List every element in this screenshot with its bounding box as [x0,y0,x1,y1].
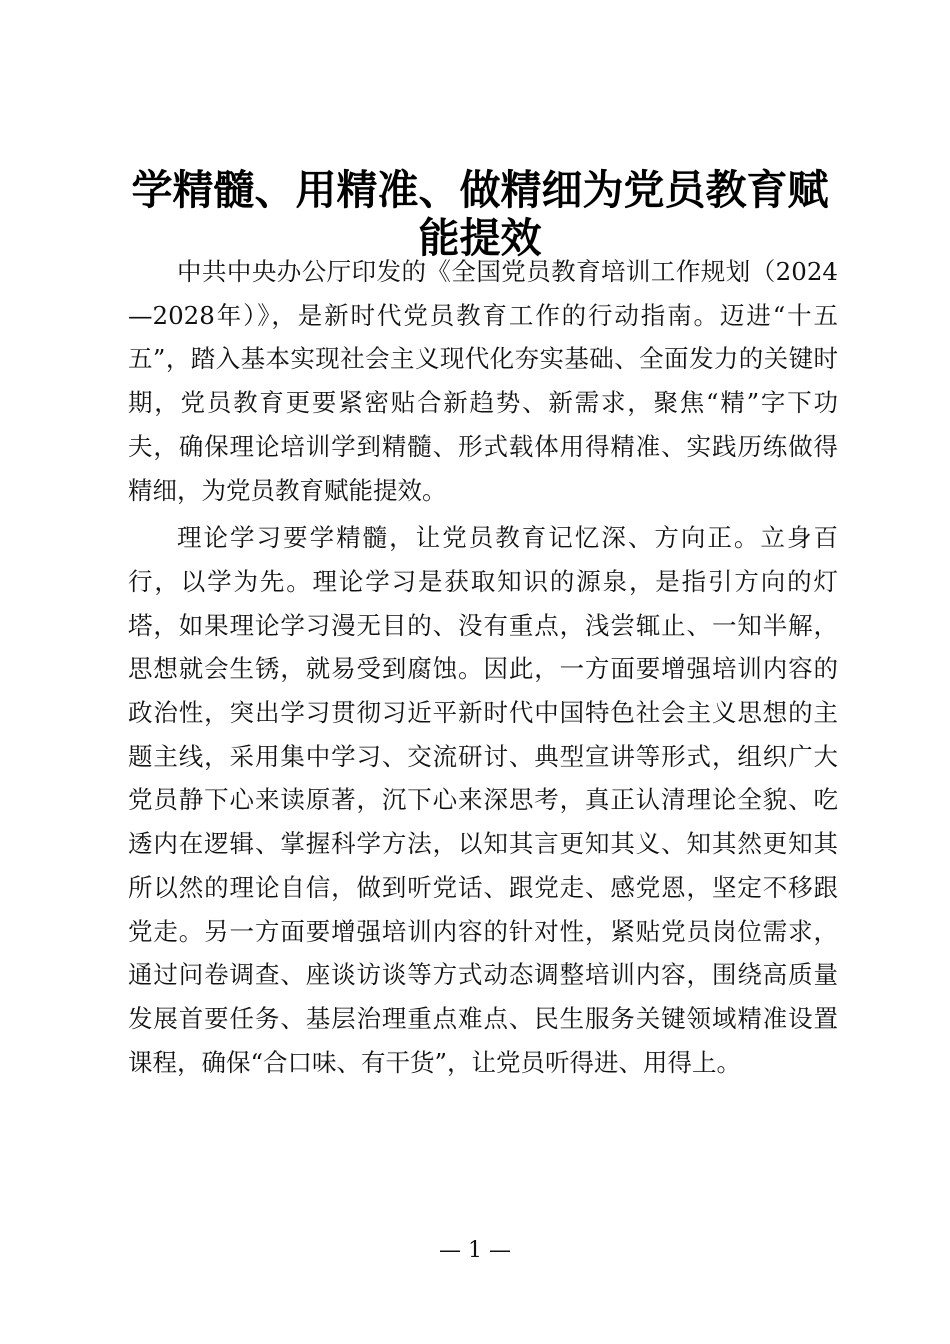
body-paragraph-1: 中共中央办公厅印发的《全国党员教育培训工作规划（2024—2028年）》，是新时代党员教育工作的行动指南。迈进“十五五”，踏入基本实现社会主义现代化夯实基础、全面发力的关键时期，党员教育更要紧密贴合新趋势、新需求，聚焦“精”字下功夫，确保理论培训学到精髓、形式载体用得精准、实践历练做得精细，为党员教育赋能提效。 [128,257,838,505]
document-title [100,166,860,262]
title-line-1: 学精髓、用精准、做精细为党员教育赋 [131,166,829,214]
document-body [128,250,838,1084]
page-number: — 1 — [439,1238,511,1263]
body-paragraph-2: 理论学习要学精髓，让党员教育记忆深、方向正。立身百行，以学为先。理论学习是获取知识的源泉，是指引方向的灯塔，如果理论学习漫无目的、没有重点，浅尝辄止、一知半解，思想就会生锈，就易受到腐蚀。因此，一方面要增强培训内容的政治性，突出学习贯彻习近平新时代中国特色社会主义思想的主题主线，采用集中学习、交流研讨、典型宣讲等形式，组织广大党员静下心来读原著，沉下心来深思考，真正认清理论全貌、吃透内在逻辑、掌握科学方法，以知其言更知其义、知其然更知其所以然的理论自信，做到听党话、跟党走、感党恩，坚定不移跟党走。另一方面要增强培训内容的针对性，紧贴党员岗位需求，通过问卷调查、座谈访谈等方式动态调整培训内容，围绕高质量发展首要任务、基层治理重点难点、民生服务关键领域精准设置课程，确保“合口味、有干货”，让党员听得进、用得上。 [128,523,838,1077]
title-line-2: 能提效 [418,214,542,262]
